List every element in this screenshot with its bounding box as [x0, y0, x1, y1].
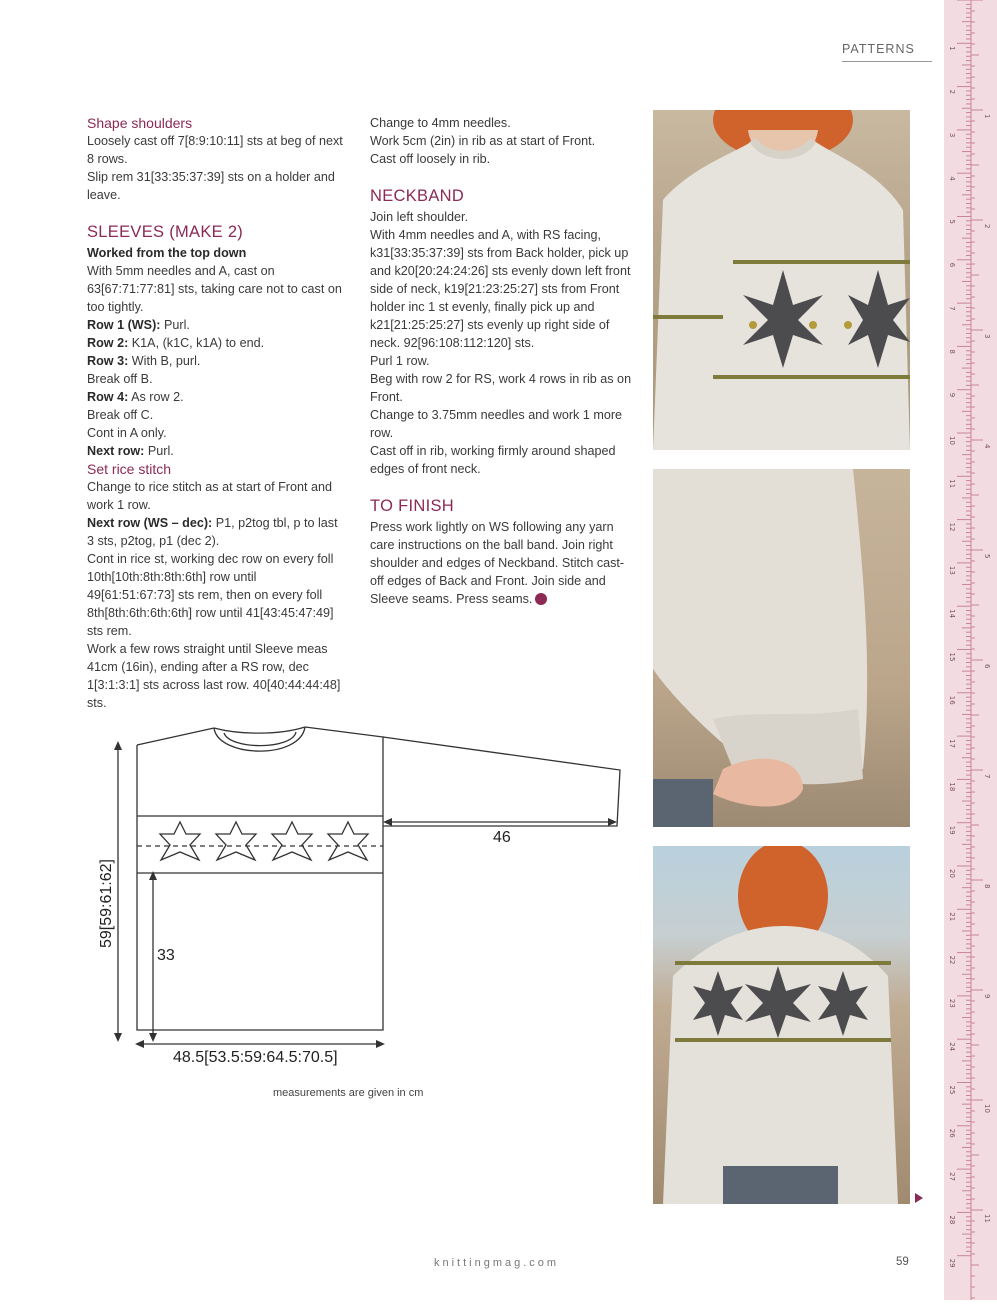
ruler-cm-label: 28	[948, 1215, 956, 1225]
finish-text: Press work lightly on WS following any yarn care instructions on the ball band. Join right shoulder and edges of Neckband. Stitch cast-off edges of Back and Front. Join side and Sleeve seams. Press seams.	[370, 520, 625, 606]
star-motif	[160, 822, 200, 860]
ruler-cm-label: 6	[948, 262, 956, 268]
ruler-cm-label: 16	[948, 695, 956, 705]
next-page-arrow-icon	[915, 1193, 923, 1203]
ruler-cm-label: 12	[948, 522, 956, 532]
paragraph	[370, 518, 632, 608]
row-1-instruction	[87, 316, 347, 334]
width-label: 48.5[53.5:59:64.5:70.5]	[173, 1049, 338, 1066]
ruler-cm-label: 23	[948, 998, 956, 1008]
ruler-cm-label: 21	[948, 912, 956, 922]
sleeves-heading: SLEEVES (MAKE 2)	[87, 223, 244, 241]
schematic-shoulder-left	[137, 728, 214, 745]
ruler-inch-label: 2	[983, 224, 991, 229]
row-3-instruction	[87, 352, 347, 370]
ruler-cm-label: 2	[948, 89, 956, 95]
ruler-cm-label: 3	[948, 132, 956, 138]
shape-shoulders-heading: Shape shoulders	[87, 115, 193, 131]
paragraph: Beg with row 2 for RS, work 4 rows in rib as on Front.	[370, 372, 632, 404]
row-label: Row 3:	[87, 354, 129, 368]
row-label: Row 4:	[87, 390, 129, 404]
side-ruler	[944, 0, 997, 1300]
measurements-note: measurements are given in cm	[273, 1087, 424, 1099]
ruler-cm-label: 24	[948, 1042, 956, 1052]
paragraph: With 5mm needles and A, cast on 63[67:71:77:81] sts, taking care not to cast on too tightly.	[87, 264, 342, 314]
ruler-cm-label: 7	[948, 306, 956, 311]
ruler-cm-label: 26	[948, 1128, 956, 1138]
schematic-body	[137, 727, 383, 1030]
ruler-inch-label: 6	[983, 664, 991, 669]
paragraph: Break off B.	[87, 372, 153, 386]
header-rule	[842, 61, 932, 62]
paragraph: Change to 3.75mm needles and work 1 more row.	[370, 408, 623, 440]
height-label: 59[59:61:62]	[98, 859, 115, 948]
ruler-cm-label: 9	[948, 392, 956, 398]
ruler-inch-label: 10	[983, 1104, 991, 1113]
ruler-inch-label: 11	[983, 1214, 991, 1223]
ruler-cm-label: 1	[948, 46, 956, 51]
paragraph: Slip rem 31[33:35:37:39] sts on a holder and leave.	[87, 170, 335, 202]
pattern-column-right	[370, 114, 632, 608]
ruler-cm-label: 27	[948, 1172, 956, 1182]
ruler-cm-label: 29	[948, 1258, 956, 1268]
ruler-cm-label: 17	[948, 739, 956, 749]
star-motif	[272, 822, 312, 860]
ruler-inch-label: 9	[983, 994, 991, 999]
photo-sweater-back	[653, 846, 910, 1204]
ruler-cm-label: 11	[948, 479, 956, 489]
next-row-dec-instruction	[87, 514, 347, 550]
schematic-sleeve	[383, 737, 620, 826]
yarn-ball-end-icon	[535, 593, 547, 605]
paragraph: Change to rice stitch as at start of Front and work 1 row.	[87, 480, 333, 512]
ruler-cm-label: 15	[948, 652, 956, 662]
paragraph: Join left shoulder.	[370, 210, 469, 224]
rice-stitch-heading: Set rice stitch	[87, 461, 172, 477]
sleeve-detail-illustration	[653, 469, 910, 827]
row-label: Row 1 (WS):	[87, 318, 161, 332]
ruler-cm-label: 25	[948, 1085, 956, 1095]
ruler-cm-label: 20	[948, 869, 956, 878]
row-text: P1, p2tog tbl, p to last 3 sts, p2tog, p1 (dec 2).	[87, 516, 338, 548]
sleeve-length-label: 46	[493, 829, 511, 846]
paragraph: Cast off in rib, working firmly around shaped edges of front neck.	[370, 444, 616, 476]
row-4-instruction	[87, 388, 347, 406]
schematic-neck-inner	[224, 732, 296, 746]
row-label: Next row:	[87, 444, 145, 458]
side-length-label: 33	[157, 947, 175, 964]
row-text: As row 2.	[128, 390, 184, 404]
ruler-inch-label: 5	[983, 554, 991, 559]
section-label: PATTERNS	[842, 42, 915, 56]
ruler-cm-label: 18	[948, 782, 956, 792]
ruler-inch-label: 1	[983, 114, 991, 119]
row-label: Next row (WS – dec):	[87, 516, 213, 530]
paragraph: Loosely cast off 7[8:9:10:11] sts at beg of next 8 rows.	[87, 134, 343, 166]
ruler-inch-label: 4	[983, 444, 991, 449]
page-number: 59	[896, 1256, 909, 1268]
ruler-cm-label: 19	[948, 825, 956, 835]
paragraph: Work a few rows straight until Sleeve meas 41cm (16in), ending after a RS row, dec 1[3:1:3:1] sts across last row. 40[40:44:44:48] sts.	[87, 642, 341, 710]
paragraph: Change to 4mm needles.	[370, 116, 511, 130]
row-text: Purl.	[160, 318, 190, 332]
ruler-cm-label: 10	[948, 436, 956, 445]
neckband-heading: NECKBAND	[370, 187, 465, 205]
pattern-column-left	[87, 114, 347, 712]
next-row-instruction	[87, 442, 347, 460]
sleeves-subheading: Worked from the top down	[87, 246, 247, 260]
ruler-inch-label: 7	[983, 774, 991, 779]
ruler-cm-label: 8	[948, 349, 956, 354]
row-label: Row 2:	[87, 336, 129, 350]
row-2-instruction	[87, 334, 347, 352]
ruler-cm-label: 22	[948, 955, 956, 965]
sweater-front-illustration	[653, 110, 910, 450]
star-motif	[216, 822, 256, 860]
star-motif	[328, 822, 368, 860]
ruler-cm-label: 4	[948, 176, 956, 181]
paragraph: Break off C.	[87, 408, 154, 422]
ruler-inch-label: 3	[983, 334, 991, 339]
photo-sweater-front	[653, 110, 910, 450]
paragraph: Cast off loosely in rib.	[370, 152, 491, 166]
footer-website: knittingmag.com	[434, 1257, 560, 1269]
paragraph: Cont in A only.	[87, 426, 167, 440]
photo-sleeve-detail	[653, 469, 910, 827]
row-text: Purl.	[144, 444, 174, 458]
row-text: With B, purl.	[128, 354, 201, 368]
ruler-inch-label: 8	[983, 884, 991, 889]
schematic-neck-outer	[214, 727, 305, 751]
ruler-ticks	[944, 0, 997, 1300]
paragraph: Cont in rice st, working dec row on every foll 10th[10th:8th:8th:6th] row until 49[61:51:67:73] sts rem, then on every foll 8th[8th:6th:6th:6th] row until 41[43:45:47:49] sts rem.	[87, 552, 334, 638]
ruler-cm-label: 14	[948, 609, 956, 619]
row-text: K1A, (k1C, k1A) to end.	[128, 336, 265, 350]
to-finish-heading: TO FINISH	[370, 497, 454, 515]
sweater-back-illustration	[653, 846, 910, 1204]
paragraph: With 4mm needles and A, with RS facing, k31[33:35:37:39] sts from Back holder, pick up and k20[20:24:24:26] sts evenly down left front side of neck, k19[21:23:25:27] sts from Front holder inc 1 st evenly, finally pick up and k21[21:25:25:27] sts evenly up right side of neck. 92[96:108:112:120] sts.	[370, 228, 631, 350]
ruler-cm-label: 13	[948, 565, 956, 575]
ruler-cm-label: 5	[948, 219, 956, 224]
paragraph: Work 5cm (2in) in rib as at start of Front.	[370, 134, 596, 148]
paragraph: Purl 1 row.	[370, 354, 430, 368]
